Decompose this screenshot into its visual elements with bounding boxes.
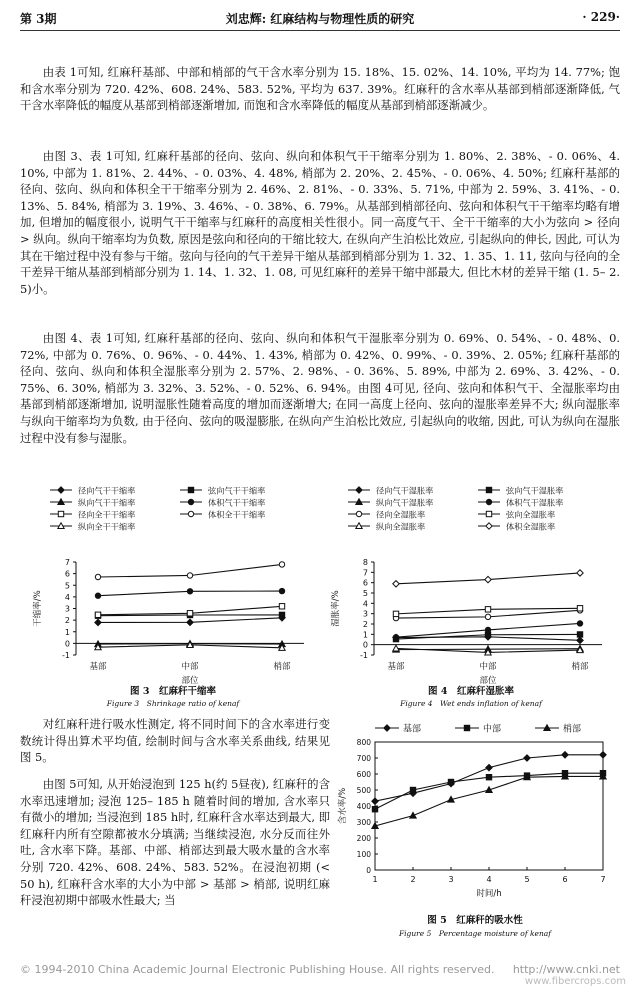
y-tick-label: 4 [64, 592, 70, 602]
paragraph-moisture: 由表 1可知, 红麻秆基部、中部和梢部的气干含水率分别为 15. 18%、15. 02%、14. 10%, 平均为 14. 77%; 饱和含水率分别为 720. 42%、608. 24%、583. 52%, 平均为 637. 39%。红麻秆的含水率从基部到梢部逐渐降低, 气干含水率降低的幅度从基部到梢部逐渐增加, 而饱和含水率降低的幅度从基部到梢部逐渐减少。 [20, 65, 620, 113]
y-tick-label: 6 [362, 578, 368, 588]
figure-3-caption-en: Figure 3 Shrinkage ratio of kenaf [106, 699, 240, 708]
figure-5-caption: 图 5 红麻秆的吸水性 [427, 915, 523, 926]
data-point [485, 576, 491, 582]
legend-marker [58, 511, 63, 516]
data-point [577, 606, 582, 611]
data-point [279, 588, 284, 593]
legend-marker [486, 511, 491, 516]
legend-label: 纵向全湿胀率 [376, 521, 426, 532]
legend-label: 中部 [483, 724, 502, 735]
legend-label: 基部 [403, 724, 422, 735]
x-tick-label: 基部 [387, 662, 405, 672]
x-tick-label: 中部 [181, 662, 199, 672]
figure-5 [335, 720, 615, 910]
y-tick-label: 1 [362, 630, 368, 640]
legend-marker [188, 499, 193, 504]
legend-label: 纵向气干干缩率 [78, 497, 136, 508]
copyright-notice: © 1994-2010 China Academic Journal Electronic Publishing House. All rights reserved. [20, 963, 495, 976]
data-point [95, 593, 100, 598]
paragraph-water-absorption: 对红麻秆进行吸水性测定, 将不同时间下的含水率进行变数统计得出算术平均值, 绘制时间与含水率关系曲线, 结果见图 5。 [20, 717, 330, 765]
data-point [600, 752, 606, 758]
figure-5-caption-en: Figure 5 Percentage moisture of kenaf [398, 929, 552, 938]
y-tick-label: 5 [362, 589, 368, 598]
data-point [486, 775, 491, 780]
legend-marker [188, 511, 193, 516]
figure-3-chart [28, 480, 318, 690]
legend-label: 径向气干干缩率 [78, 485, 136, 496]
legend-label: 径向气干湿胀率 [376, 485, 434, 496]
x-tick-label: 5 [524, 875, 530, 884]
legend-marker [188, 487, 193, 492]
data-point [393, 581, 399, 587]
x-tick-label: 基部 [89, 662, 107, 672]
plot-frame [375, 742, 603, 870]
x-tick-label: 梢部 [273, 662, 291, 672]
data-point [187, 611, 192, 616]
y-tick-label: 0 [366, 866, 371, 875]
data-point [448, 779, 453, 784]
legend-label: 体积全湿胀率 [506, 521, 556, 532]
x-tick-label: 4 [486, 875, 492, 884]
page-header [20, 8, 620, 31]
y-tick-label: -1 [62, 651, 70, 660]
y-tick-label: 2 [64, 616, 70, 626]
data-point [279, 604, 284, 609]
y-tick-label: 7 [64, 558, 70, 567]
legend-marker [486, 487, 491, 492]
legend-marker [486, 499, 491, 504]
y-tick-label: 400 [356, 802, 371, 811]
legend-marker [58, 487, 64, 493]
data-point [577, 632, 582, 637]
y-tick-label: 300 [356, 818, 371, 827]
data-point [187, 589, 192, 594]
data-point [95, 619, 101, 625]
legend-label: 弦向气干干缩率 [208, 485, 266, 496]
legend-label: 纵向气干湿胀率 [376, 497, 434, 508]
data-point [279, 612, 284, 617]
legend-label: 体积气干干缩率 [208, 497, 266, 508]
x-tick-label: 梢部 [571, 662, 589, 672]
data-point [577, 637, 583, 643]
y-tick-label: 1 [64, 627, 70, 637]
legend-label: 梢部 [563, 724, 582, 735]
figure-4-caption-en: Figure 4 Wet ends inflation of kenaf [400, 699, 542, 708]
paragraph-fig5-analysis: 由图 5可知, 从开始浸泡到 125 h(约 5昼夜), 红麻秆的含水率迅速增加; 浸泡 125– 185 h 随着时间的增加, 含水率只有微小的增加; 当浸泡到 185 h时, 红麻秆含水率达到最大, 即红麻秆内所有空隙都被水分填满; 当继续浸泡, 水分反而往外吐, 含水率下降。基部、中部、梢部达到最大吸水量的含水率分别 720. 42%、608. 24%、583. 52%。在浸泡初期 (< 50 h), 红麻秆含水率的大小为中部 > 基部 > 梢部, 说明红麻秆浸泡初期中部吸水性最大; 当 [20, 777, 330, 908]
data-point [187, 619, 193, 625]
data-point [485, 607, 490, 612]
x-tick-label: 1 [372, 875, 378, 884]
y-tick-label: 700 [356, 754, 371, 763]
y-tick-label: 600 [356, 770, 371, 779]
data-point [562, 752, 568, 758]
y-tick-label: 7 [362, 568, 368, 578]
figure-5-chart [335, 720, 615, 910]
issue-number: 第 3期 [20, 12, 57, 26]
y-tick-label: 3 [64, 604, 70, 614]
data-point [577, 570, 583, 576]
y-tick-label: 0 [64, 639, 70, 649]
watermark: www.fibercrops.com [524, 976, 626, 987]
legend-label: 体积全干干缩率 [208, 509, 266, 520]
data-point [279, 562, 284, 567]
figure-3 [28, 480, 318, 690]
data-point [393, 635, 398, 640]
running-title: 刘忠辉: 红麻结构与物理性质的研究 [225, 12, 415, 26]
y-tick-label: 200 [356, 834, 371, 843]
y-tick-label: 500 [356, 786, 371, 795]
source-url[interactable]: http://www.cnki.net [512, 963, 620, 976]
legend-marker [356, 511, 361, 516]
data-point [393, 611, 398, 616]
y-tick-label: -1 [360, 651, 368, 660]
y-tick-label: 4 [362, 599, 368, 609]
data-point [372, 798, 378, 804]
figure-3-caption: 图 3 红麻秆干缩率 [130, 686, 216, 697]
data-point [485, 627, 490, 632]
x-tick-label: 7 [600, 875, 606, 884]
page-footer [20, 963, 620, 976]
data-point [187, 573, 192, 578]
figure-4-chart [326, 480, 616, 690]
x-axis-title: 部位 [181, 676, 199, 686]
page-number: · 229· [582, 10, 620, 24]
y-tick-label: 5 [64, 581, 70, 591]
legend-marker [384, 725, 390, 731]
x-tick-label: 6 [562, 875, 568, 884]
x-axis-title: 部位 [479, 676, 497, 686]
data-point [577, 621, 582, 626]
x-tick-label: 3 [448, 875, 454, 884]
x-axis-title: 时间/h [476, 889, 502, 899]
legend-marker [464, 725, 469, 730]
legend-label: 体积气干湿胀率 [506, 497, 564, 508]
y-axis-title: 湿胀率/% [331, 590, 341, 627]
y-tick-label: 3 [362, 609, 368, 619]
data-point [410, 812, 416, 818]
data-point [486, 764, 492, 770]
y-tick-label: 6 [64, 569, 70, 579]
data-point [95, 574, 100, 579]
y-tick-label: 100 [356, 850, 371, 859]
legend-marker [486, 523, 492, 529]
data-point [372, 807, 377, 812]
paragraph-shrinkage: 由图 3、表 1可知, 红麻秆基部的径向、弦向、纵向和体积气干干缩率分别为 1. 80%、2. 38%、- 0. 06%、4. 10%, 中部为 1. 81%、2. 44%、- 0. 03%、4. 48%, 梢部为 2. 20%、2. 45%、- 0. 06%、4. 50%; 红麻秆基部的径向、弦向、纵向和体积全干干缩率分别为 2. 46%、2. 81%、- 0. 33%、5. 71%, 中部为 2. 59%、3. 41%、- 0. 13%、5. 84%, 梢部为 3. 19%、3. 46%、- 0. 38%、6. 79%。从基部到梢部径向、弦向和体积气干干缩率均略有增加, 但增加的幅度很小, 说明气干干缩率与红麻秆的高度相关性很小。同一高度气干、全干干缩率的大小为弦向 > 径向 > 纵向。纵向干缩率均为负数, 原因是弦向和径向的干缩比较大, 在纵向产生泊松比效应, 引起纵向的伸长, 因此, 可认为其在干缩过程中没有参与干缩。弦向与径向的气干差异干缩从基部到梢部分别为 1. 32、1. 35、1. 11, 弦向与径向的全干差异干缩从基部到梢部分别为 1. 14、1. 32、1. 08, 可见红麻秆的差异干缩中部最大, 但比木材的差异干缩 (1. 5– 2. 5)小。 [20, 149, 620, 296]
legend-label: 径向全湿胀率 [376, 509, 426, 520]
y-axis-title: 干缩率/% [33, 590, 43, 627]
x-tick-label: 2 [410, 875, 416, 884]
y-tick-label: 800 [356, 738, 371, 747]
data-point [410, 787, 415, 792]
y-tick-label: 0 [362, 640, 368, 650]
y-axis-title: 含水率/% [338, 787, 348, 825]
paragraph-swelling: 由图 4、表 1可知, 红麻秆基部的径向、弦向、纵向和体积气干湿胀率分别为 0. 69%、0. 54%、- 0. 48%、0. 72%, 中部为 0. 76%、0. 96%、- 0. 44%、1. 43%, 梢部为 0. 42%、0. 99%、- 0. 39%、2. 05%; 红麻秆基部的径向、弦向、纵向和体积全湿胀率分别为 2. 57%、2. 98%、- 0. 36%、5. 89%, 中部为 2. 69%、3. 42%、- 0. 75%、6. 30%, 梢部为 3. 32%、3. 52%、- 0. 52%、6. 94%。由图 4可见, 径向、弦向和体积气干、全湿胀率均由基部到梢部逐渐增加, 说明湿胀性随着高度的增加而逐渐增大; 在同一高度上径向、弦向的湿胀率差异不大; 纵向湿胀率与纵向干缩率均为负数, 由于径向、弦向的吸湿膨胀, 在纵向产生泊松比效应, 引起纵向的收缩, 因此, 可认为纵向在湿胀过程中没有参与湿胀。 [20, 331, 620, 445]
data-point [524, 755, 530, 761]
legend-marker [356, 487, 362, 493]
figure-4 [326, 480, 616, 690]
data-point [95, 612, 100, 617]
figure-4-caption: 图 4 红麻秆湿胀率 [428, 686, 514, 697]
data-point [485, 614, 490, 619]
legend-label: 弦向全湿胀率 [506, 509, 556, 520]
legend-label: 纵向全干干缩率 [78, 521, 136, 532]
x-tick-label: 中部 [479, 662, 497, 672]
y-tick-label: 8 [362, 558, 368, 567]
legend-label: 径向全干干缩率 [78, 509, 136, 520]
y-tick-label: 2 [362, 620, 368, 629]
legend-label: 弦向气干湿胀率 [506, 485, 564, 496]
